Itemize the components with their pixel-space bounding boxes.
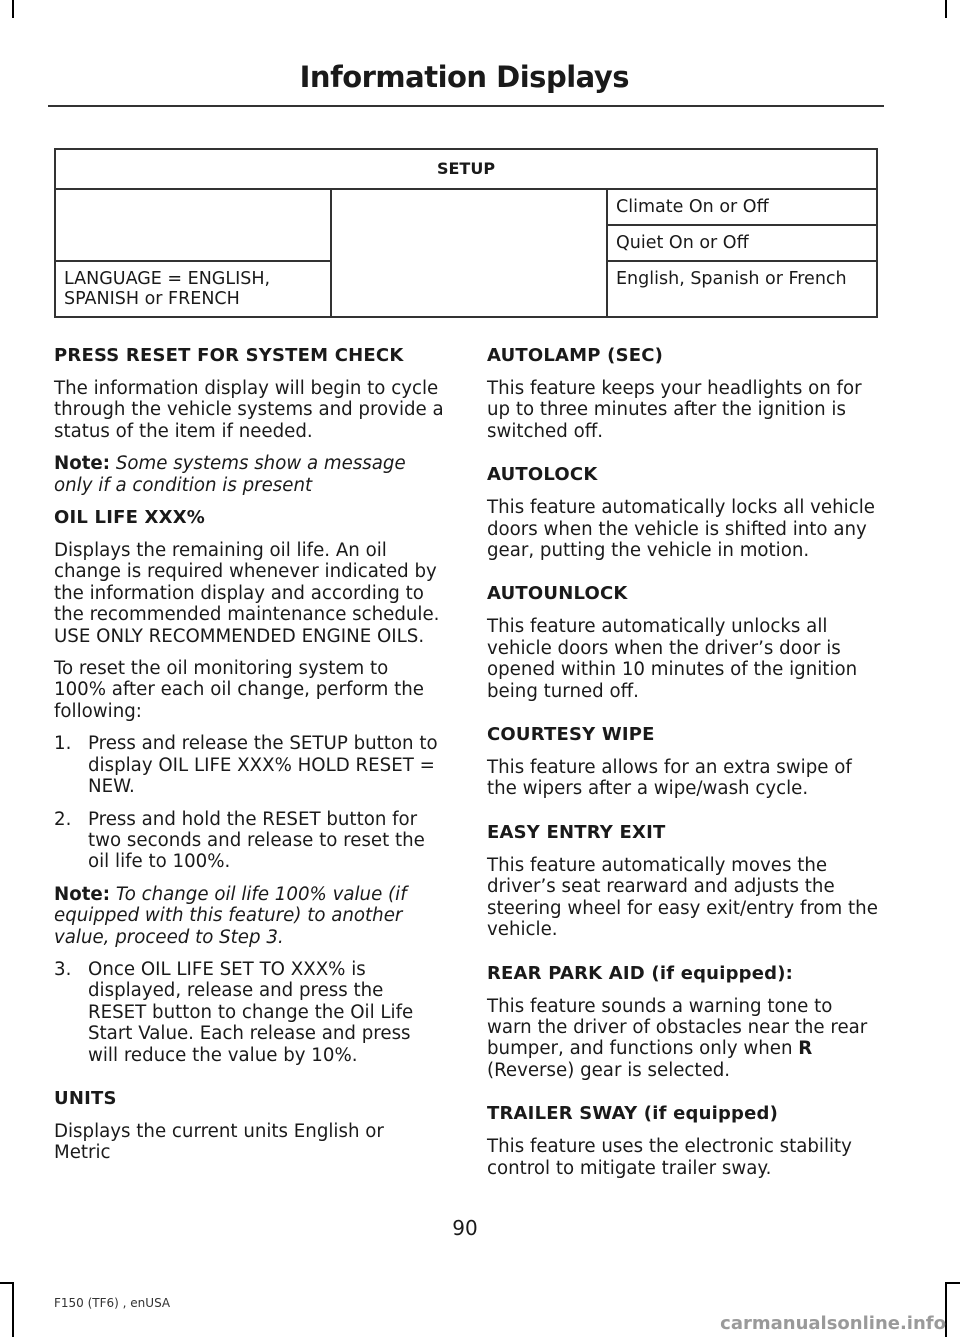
reverse-gear-letter: R [798, 1038, 813, 1060]
table-cell [55, 189, 331, 261]
oil-life-heading: OIL LIFE XXX% [54, 507, 206, 529]
document-code: F150 (TF6) , enUSA [54, 1296, 171, 1310]
units-body: Displays the current units English or Metric [54, 1120, 384, 1164]
oil-reset-steps [54, 733, 446, 872]
autounlock-body: This feature automatically unlocks all vehicle doors when the driver’s door is opened within 10 minutes of the ignition being turned off. [487, 616, 858, 702]
courtesy-wipe-body: This feature allows for an extra swipe of the wipers after a wipe/wash cycle. [487, 757, 852, 800]
crop-mark-top-right-v [945, 0, 947, 18]
system-check-body: The information display will begin to cycle through the vehicle systems and provide a status of the item if needed. [54, 378, 444, 442]
system-check-heading: PRESS RESET FOR SYSTEM CHECK [54, 345, 404, 366]
note-text: Some systems show a message only if a condition is present [54, 453, 406, 496]
list-item [54, 959, 446, 1066]
note-label: Note: [54, 883, 111, 905]
crop-mark-top-left-v [12, 0, 14, 18]
units-heading: UNITS [54, 1087, 117, 1109]
crop-mark-bottom-left-h [0, 1282, 14, 1284]
table-cell: English, Spanish or French [607, 261, 877, 317]
easy-entry-heading: EASY ENTRY EXIT [487, 821, 666, 843]
crop-mark-bottom-left-v [12, 1282, 14, 1337]
crop-mark-bottom-right-h [945, 1282, 960, 1284]
autolock-heading: AUTOLOCK [487, 464, 598, 486]
rear-park-body [487, 996, 879, 1082]
table-cell: Quiet On or Off [607, 225, 877, 261]
courtesy-wipe-heading: COURTESY WIPE [487, 724, 655, 746]
step-text: Press and release the SETUP button to display OIL LIFE XXX% HOLD RESET = NEW. [88, 733, 438, 798]
setup-table-title: SETUP [55, 149, 877, 189]
list-item [54, 809, 446, 873]
trailer-sway-body: This feature uses the electronic stability control to mitigate trailer sway. [487, 1136, 852, 1179]
rear-park-text-end: (Reverse) gear is selected. [487, 1059, 731, 1081]
step-number: 2. [54, 808, 72, 830]
autolock-body: This feature automatically locks all vehicle doors when the vehicle is shifted into any gear, putting the vehicle in motion. [487, 497, 875, 562]
step-number: 1. [54, 733, 72, 755]
table-cell: LANGUAGE = ENGLISH, SPANISH or FRENCH [55, 261, 331, 317]
step-number: 3. [54, 958, 72, 980]
table-row [55, 189, 877, 225]
easy-entry-body: This feature automatically moves the driver’s seat rearward and adjusts the steering wheel for easy exit/entry from the vehicle. [487, 854, 878, 941]
header-divider [48, 105, 884, 107]
setup-table [54, 148, 878, 318]
trailer-sway-heading: TRAILER SWAY (if equipped) [487, 1103, 779, 1125]
note-label: Note: [54, 453, 111, 475]
autolamp-body: This feature keeps your headlights on for up to three minutes after the ignition is switched off. [487, 378, 862, 442]
list-item [54, 733, 446, 797]
left-column [54, 345, 446, 1175]
rear-park-heading: REAR PARK AID (if equipped): [487, 962, 794, 984]
watermark: carmanualsonline.info [720, 1313, 946, 1334]
note-text: To change oil life 100% value (if equipped with this feature) to another value, proceed to Step 3. [54, 883, 407, 948]
oil-life-note [54, 884, 446, 948]
table-cell [331, 189, 607, 317]
oil-life-body-1: Displays the remaining oil life. An oil change is required whenever indicated by the information display and according to the recommended maintenance schedule. USE ONLY RECOMMENDED ENGINE OILS. [54, 540, 440, 647]
step-text: Press and hold the RESET button for two seconds and release to reset the oil life to 100%. [88, 808, 425, 873]
autolamp-heading: AUTOLAMP (SEC) [487, 345, 664, 366]
oil-reset-step-3 [54, 959, 446, 1066]
oil-life-body-2: To reset the oil monitoring system to 100% after each oil change, perform the following: [54, 658, 424, 722]
right-column [487, 345, 879, 1190]
page-title: Information Displays [299, 60, 629, 94]
system-check-note [54, 453, 446, 496]
step-text: Once OIL LIFE SET TO XXX% is displayed, release and press the RESET button to change the Oil Life Start Value. Each release and press will reduce the value by 10%. [88, 958, 414, 1066]
page-number: 90 [452, 1216, 478, 1240]
autounlock-heading: AUTOUNLOCK [487, 583, 628, 605]
rear-park-text: This feature sounds a warning tone to warn the driver of obstacles near the rear bumper, and functions only when [487, 995, 868, 1060]
table-cell: Climate On or Off [607, 189, 877, 225]
